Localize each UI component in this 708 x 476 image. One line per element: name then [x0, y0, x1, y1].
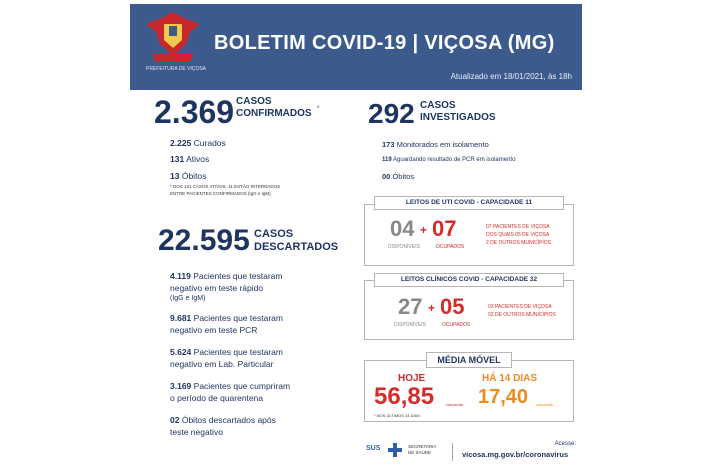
header-banner [130, 4, 582, 90]
uti-note-1: 07 PACIENTES DE VIÇOSA [486, 224, 550, 230]
uti-note-2: DOS QUAIS 05 DE VIÇOSA [486, 232, 550, 238]
confirmed-footnote-2: ENTRE PACIENTES CONFIRMADOS (IgG e IgM) [170, 191, 271, 196]
clinical-note-2: 02 DE OUTROS MUNICÍPIOS [488, 312, 556, 318]
discarded-item [170, 381, 290, 391]
confirmed-footnote-1: * DOS 131 CASOS ATIVOS, 11 ESTÃO INTERNADOS [170, 184, 281, 189]
discarded-item-line: negativo em Lab. Particular [170, 359, 274, 369]
investigated-deaths-label: Óbitos [392, 172, 415, 181]
discarded-item-text: Pacientes que testaram [193, 271, 283, 281]
clinical-occupied-label: OCUPADOS [442, 322, 471, 328]
discarded-item-value: 4.119 [170, 271, 191, 281]
awaiting-label: Aguardando resultado de PCR em isolamento [393, 157, 516, 163]
today-value: 56,85 [374, 383, 435, 410]
uti-plus-icon: + [420, 223, 428, 237]
recovered-label: Curados [193, 138, 226, 148]
uti-beds-title: LEITOS DE UTI COVID - CAPACIDADE 11 [374, 196, 564, 210]
investigated-deaths-row [382, 172, 414, 181]
confirmed-label-bottom: CONFIRMADOS [236, 108, 312, 119]
secretaria-line-2: DE SAÚDE [408, 449, 432, 455]
investigated-label-top: CASOS [420, 100, 456, 111]
active-value: 131 [170, 154, 185, 164]
investigated-total: 292 [368, 98, 415, 129]
updated-timestamp: Atualizado em 18/01/2021, às 18h [450, 72, 572, 81]
awaiting-value: 119 [382, 157, 392, 163]
discarded-item [170, 313, 283, 323]
active-row [170, 154, 209, 164]
secretaria-label [408, 444, 436, 456]
clinical-available: 27 [398, 294, 423, 319]
investigated-deaths-value: 00 [382, 172, 391, 181]
today-label: HOJE [398, 373, 426, 384]
discarded-item [170, 415, 276, 425]
discarded-item-line: negativo em teste PCR [170, 325, 258, 335]
investigated-label-bottom: INVESTIGADOS [420, 112, 496, 123]
discarded-item-line: o período de quarentena [170, 393, 264, 403]
clinical-available-label: DISPONÍVEIS [394, 322, 426, 328]
confirmed-total: 2.369 [154, 94, 235, 130]
active-label: Ativos [186, 154, 210, 164]
isolation-row [382, 140, 489, 149]
discarded-item-value: 02 [170, 415, 180, 425]
uti-note-3: 2 DE OUTROS MUNICÍPIOS [486, 240, 552, 246]
isolation-value: 173 [382, 140, 395, 149]
website-link[interactable]: vicosa.mg.gov.br/coronavirus [462, 450, 569, 459]
clinical-plus-icon: + [428, 301, 436, 315]
discarded-item-text: Pacientes que cumpriram [193, 381, 291, 391]
access-label: Acesse: [554, 441, 576, 447]
discarded-item-text: Óbitos descartados após [181, 415, 276, 425]
recovered-value: 2.225 [170, 138, 192, 148]
isolation-label: Monitorados em isolamento [396, 140, 489, 149]
city-crest-icon [142, 10, 204, 66]
today-unit: casos/dia [446, 402, 463, 407]
ago-label: HÁ 14 DIAS [482, 373, 538, 384]
page-title: BOLETIM COVID-19 | VIÇOSA (MG) [214, 32, 555, 54]
health-cross-icon [388, 443, 402, 457]
covid-bulletin [130, 4, 582, 472]
footer-divider [452, 443, 453, 461]
ago-value: 17,40 [478, 386, 529, 408]
discarded-item-text: Pacientes que testaram [193, 347, 283, 357]
clinical-note-1: 03 PACIENTES DE VIÇOSA [488, 304, 552, 310]
discarded-item-value: 9.681 [170, 313, 192, 323]
awaiting-row [382, 157, 515, 163]
discarded-item-value: 3.169 [170, 381, 192, 391]
discarded-item-line: negativo em teste rápido [170, 283, 264, 293]
discarded-item-text: Pacientes que testaram [193, 313, 283, 323]
confirmed-mark: * [317, 106, 320, 112]
clinical-occupied: 05 [440, 294, 465, 319]
discarded-item-line: teste negativo [170, 427, 223, 437]
discarded-total: 22.595 [158, 224, 250, 257]
deaths-label: Óbitos [181, 171, 207, 181]
discarded-item-line: (IgG e IgM) [170, 295, 206, 302]
recovered-row [170, 138, 226, 148]
secretaria-line-1: SECRETARIA [408, 444, 437, 449]
moving-average-title: MÉDIA MÓVEL [426, 352, 512, 368]
discarded-item [170, 347, 283, 357]
discarded-label-top: CASOS [254, 228, 294, 240]
uti-available: 04 [390, 216, 415, 241]
sus-logo: SUS [366, 445, 381, 452]
deaths-value: 13 [170, 171, 180, 181]
confirmed-label-top: CASOS [236, 96, 272, 107]
discarded-item [170, 271, 283, 281]
uti-occupied-label: OCUPADOS [436, 244, 465, 250]
uti-occupied: 07 [432, 216, 457, 241]
logo-caption: PREFEITURA DE VIÇOSA [145, 66, 206, 72]
clinical-beds-title: LEITOS CLÍNICOS COVID - CAPACIDADE 32 [374, 273, 564, 287]
uti-available-label: DISPONÍVEIS [388, 244, 420, 250]
ago-unit: casos/dia [536, 402, 553, 407]
today-note: * NOS ÚLTIMOS 14 DIAS [374, 413, 420, 418]
deaths-row [170, 171, 206, 181]
discarded-item-value: 5.624 [170, 347, 192, 357]
discarded-label-bottom: DESCARTADOS [254, 241, 339, 253]
